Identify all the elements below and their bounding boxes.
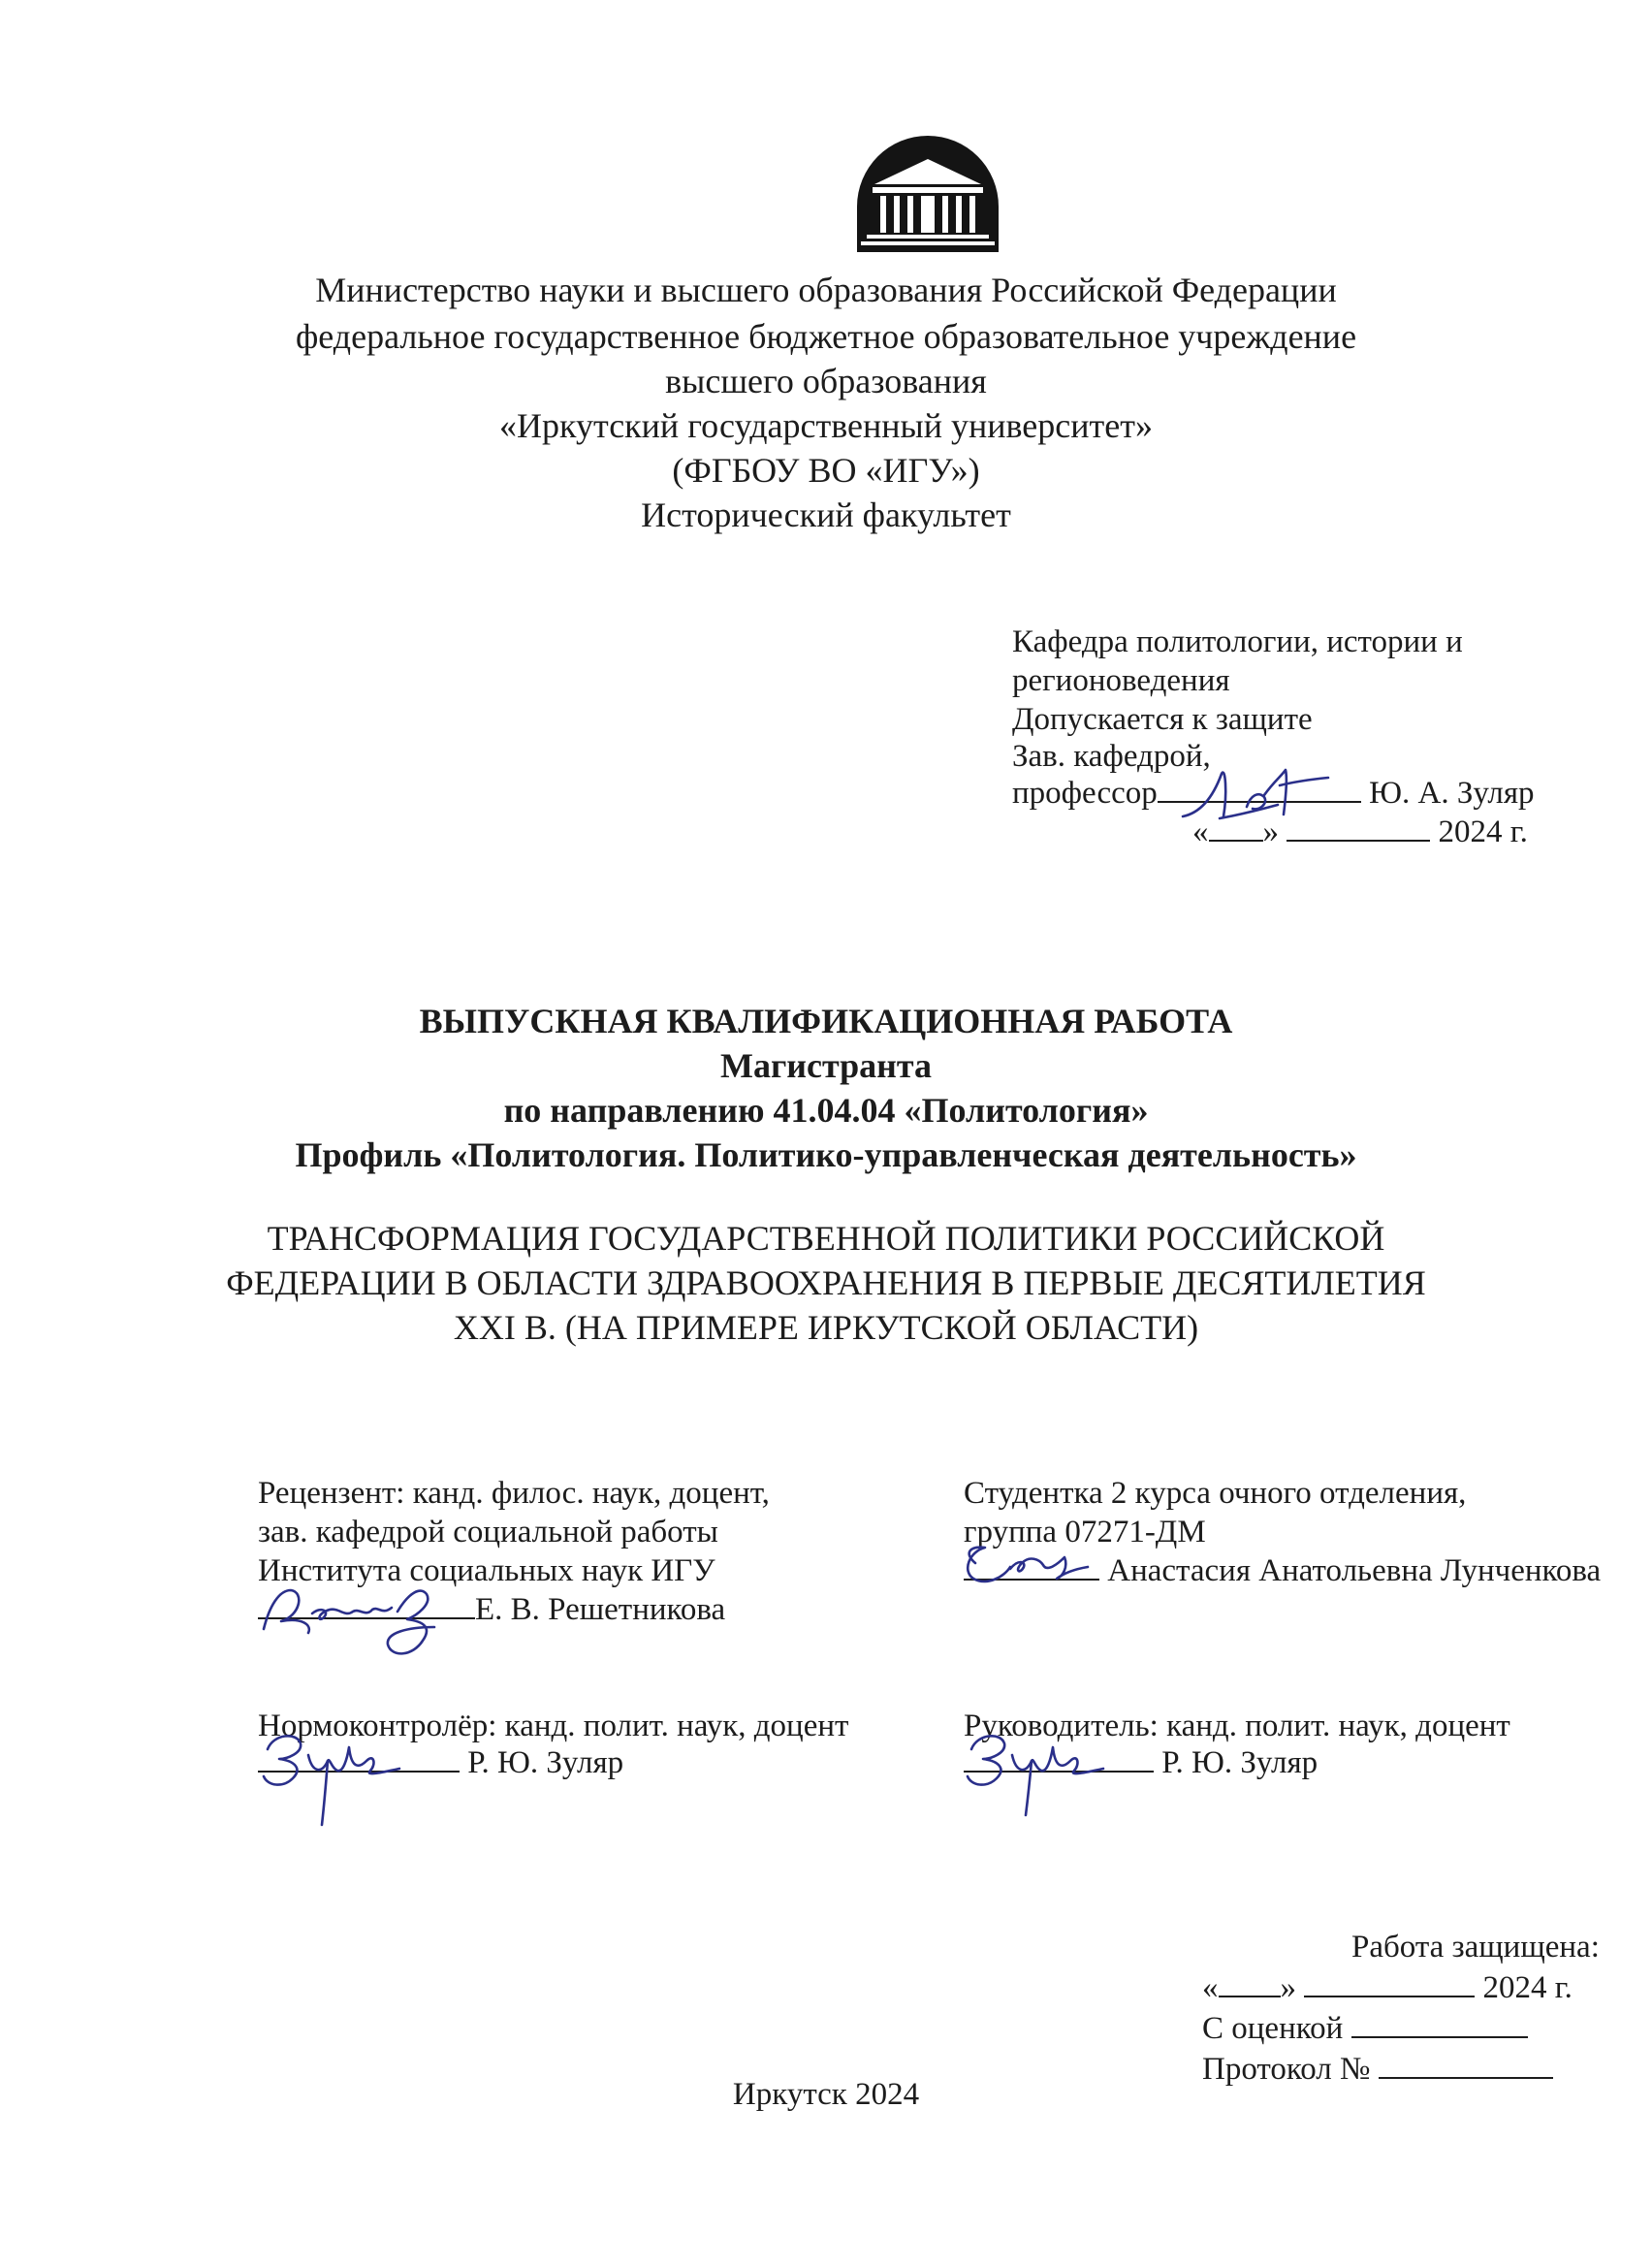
signature-blank: [964, 1553, 1099, 1581]
defense-grade-line: [1202, 2011, 1528, 2047]
work-direction: по направлению 41.04.04 «Политология»: [503, 1091, 1149, 1130]
normcontrol-signature-line: [258, 1745, 623, 1781]
university-emblem-icon: [855, 134, 1001, 255]
reviewer-line-1: Рецензент: канд. филос. наук, доцент,: [258, 1476, 770, 1511]
head-of-department: Зав. кафедрой,: [1012, 739, 1211, 774]
protocol-blank: [1379, 2052, 1553, 2079]
city-year: Иркутск 2024: [732, 2077, 920, 2112]
supervisor-line-1: Руководитель: канд. полит. наук, доцент: [964, 1709, 1510, 1743]
normcontrol-line-1: Нормоконтролёр: канд. полит. наук, доцент: [258, 1709, 849, 1743]
university-name: «Иркутский государственный университет»: [499, 406, 1153, 445]
defense-date-line: [1202, 1970, 1573, 2006]
supervisor-signature-line: [964, 1745, 1318, 1781]
day-blank: [1209, 815, 1263, 842]
department-line-2: регионоведения: [1012, 663, 1230, 698]
reviewer-name: Е. В. Решетникова: [475, 1592, 726, 1627]
head-title: профессор: [1012, 776, 1158, 811]
supervisor-name: Р. Ю. Зуляр: [1161, 1745, 1318, 1780]
education-level-line: высшего образования: [665, 362, 987, 400]
protocol-label: Протокол №: [1202, 2052, 1371, 2087]
student-line-2: группа 07271-ДМ: [964, 1515, 1206, 1549]
student-signature-line: [964, 1553, 1601, 1589]
date-close-quote: »: [1280, 1970, 1296, 2005]
reviewer-line-2: зав. кафедрой социальной работы: [258, 1515, 718, 1549]
approval-date-line: [1192, 815, 1528, 850]
signature-blank: [258, 1745, 460, 1773]
topic-line-2: ФЕДЕРАЦИИ В ОБЛАСТИ ЗДРАВООХРАНЕНИЯ В ПЕРВЫЕ ДЕСЯТИЛЕТИЯ: [226, 1263, 1426, 1302]
department-line-1: Кафедра политологии, истории и: [1012, 624, 1463, 659]
approval-year: 2024 г.: [1438, 815, 1528, 849]
head-name: Ю. А. Зуляр: [1369, 776, 1535, 811]
defense-year: 2024 г.: [1482, 1970, 1573, 2005]
student-name: Анастасия Анатольевна Лунченкова: [1107, 1553, 1602, 1588]
signature-blank: [964, 1745, 1154, 1773]
admit-to-defense: Допускается к защите: [1012, 702, 1313, 737]
reviewer-line-3: Института социальных наук ИГУ: [258, 1553, 715, 1588]
head-signature-line: [1012, 776, 1535, 812]
signature-blank: [1158, 776, 1361, 803]
topic-line-1: ТРАНСФОРМАЦИЯ ГОСУДАРСТВЕННОЙ ПОЛИТИКИ РОССИЙСКОЙ: [267, 1219, 1385, 1258]
faculty-name: Исторический факультет: [641, 495, 1011, 534]
month-blank: [1304, 1970, 1475, 1997]
date-close-quote: »: [1262, 815, 1279, 849]
month-blank: [1287, 815, 1430, 842]
date-open-quote: «: [1202, 1970, 1219, 2005]
grade-blank: [1351, 2011, 1528, 2038]
university-abbr: (ФГБОУ ВО «ИГУ»): [672, 451, 980, 490]
defense-title: Работа защищена:: [1351, 1930, 1600, 1965]
normcontrol-name: Р. Ю. Зуляр: [467, 1745, 624, 1780]
work-type: ВЫПУСКНАЯ КВАЛИФИКАЦИОННАЯ РАБОТА: [419, 1002, 1233, 1040]
student-line-1: Студентка 2 курса очного отделения,: [964, 1476, 1467, 1511]
day-blank: [1219, 1970, 1281, 1997]
date-open-quote: «: [1192, 815, 1209, 849]
work-profile: Профиль «Политология. Политико-управленческая деятельность»: [295, 1135, 1357, 1174]
topic-line-3: XXI В. (НА ПРИМЕРЕ ИРКУТСКОЙ ОБЛАСТИ): [453, 1308, 1199, 1347]
work-degree: Магистранта: [719, 1046, 933, 1085]
grade-label: С оценкой: [1202, 2011, 1344, 2046]
institution-type-line: федеральное государственное бюджетное образовательное учреждение: [295, 317, 1357, 356]
signature-blank: [258, 1592, 475, 1619]
reviewer-signature-line: [258, 1592, 725, 1628]
ministry-line: Министерство науки и высшего образования Российской Федерации: [315, 271, 1337, 309]
